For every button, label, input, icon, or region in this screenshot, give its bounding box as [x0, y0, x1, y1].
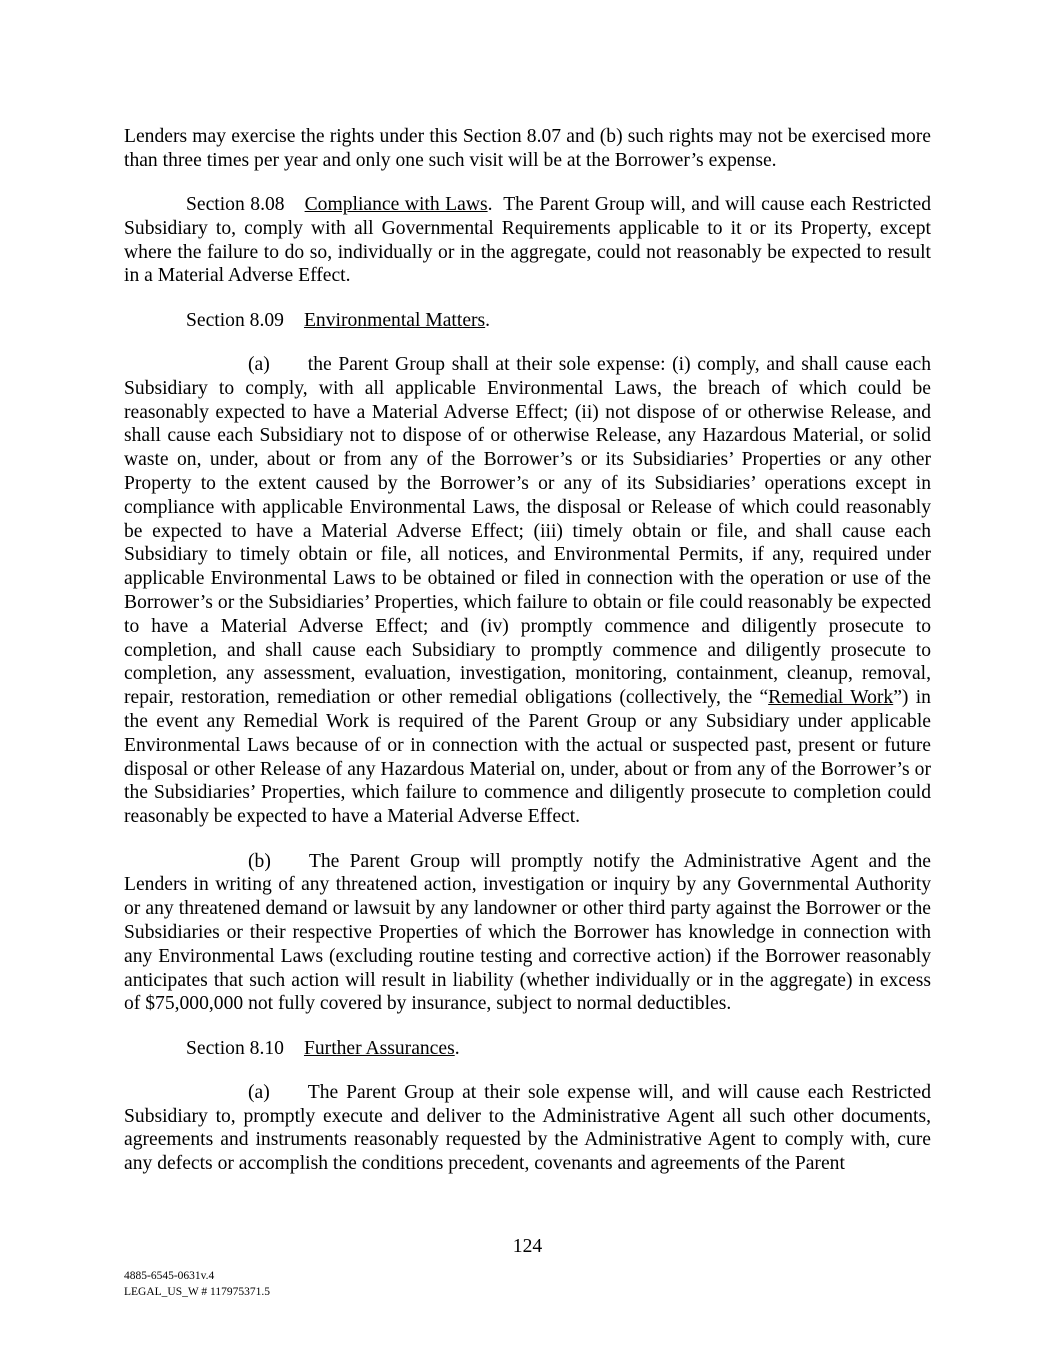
document-body	[124, 125, 931, 1197]
section-text: The Parent Group will, and will cause each Restricted Subsidiary to, comply with all Governmental Requirements applicable to it or its Property, except where the failure to do so, individually or in the aggregate, could not reasonably be expected to result in a Material Adverse Effect.	[124, 194, 932, 287]
section-heading: Compliance with Laws	[304, 194, 488, 216]
section-8-10-heading: Section 8.10 Further Assurances.	[186, 1037, 460, 1059]
clause-text: The Parent Group will promptly notify the Administrative Agent and the Lenders in writing of any threatened action, investigation or inquiry by any Governmental Authority or any threatened demand or lawsuit by any landowner or other third party against the Borrower or the Subsidiaries or their respective Properties of which the Borrower has knowledge in connection with any Environmental Laws (excluding routine testing and corrective action) if the Borrower reasonably anticipates that such action will result in liability (whether individually or in the aggregate) in excess of $75,000,000 not fully covered by insurance, subject to normal deductibles.	[124, 850, 931, 1015]
clause-label: (b)	[248, 850, 271, 872]
section-8-09-clause-b	[124, 850, 931, 1017]
clause-label: (a)	[248, 1081, 270, 1103]
page-number: 124	[512, 1236, 543, 1257]
section-8-09-heading: Section 8.09 Environmental Matters.	[186, 309, 491, 331]
section-8-08: Section 8.08 Compliance with Laws. The Parent Group will, and will cause each Restricted Subsidiary to, comply with all Governmental Requirements applicable to it or its Property, except where the failure to do so, individually or in the aggregate, could not reasonably be expected to result in a Material Adverse Effect.	[124, 194, 932, 287]
clause-text: The Parent Group at their sole expense will, and will cause each Restricted Subsidiary to, promptly execute and deliver to the Administrative Agent all such other documents, agreements and instruments reasonably requested by the Administrative Agent to comply with, cure any defects or accomplish the conditions precedent, covenants and agreements of the Parent	[124, 1081, 931, 1175]
clause-label: (a)	[248, 354, 270, 376]
footer-doc-id: 4885-6545-0631v.4	[124, 1270, 215, 1282]
section-number: Section 8.10	[186, 1037, 284, 1059]
clause-text: the Parent Group shall at their sole expense: (i) comply, and shall cause each Subsidiary to comply, with all applicable Environmental Laws, the breach of which could be reasonably expected to have a Material Adverse Effect; (ii) not dispose of or otherwise Release, and shall cause each Subsidiary not to dispose of or otherwise Release, any Hazardous Material, or solid waste on, under, about or from any of the Borrower’s or its Subsidiaries’ Properties or any other Property to the extent caused by the Borrower’s or any of its Subsidiaries’ operations except in compliance with applicable Environmental Laws, the disposal or Release of which could reasonably be expected to have a Material Adverse Effect; (iii) timely obtain or file, and shall cause each Subsidiary to timely obtain or file, all notices, and Environmental Permits, if any, required under applicable Environmental Laws to be obtained or filed in connection with the operation or use of the Borrower’s or the Subsidiaries’ Properties, which failure to obtain or file could reasonably be expected to have a Material Adverse Effect; and (iv) promptly commence and diligently prosecute to completion, and shall cause each Subsidiary to promptly commence and diligently prosecute to completion, any assessment, evaluation, investigation, monitoring, containment, cleanup, removal, repair, restoration, remediation or other remedial obligations (collectively, the “	[124, 354, 931, 709]
defined-term: Remedial Work	[768, 687, 894, 709]
section-8-10-clause-a	[124, 1081, 931, 1176]
document-footer	[124, 1268, 270, 1300]
footer-legal-id: LEGAL_US_W # 117975371.5	[124, 1286, 270, 1298]
clause-text-cont: ”) in the event any Remedial Work is required of the Parent Group or any Subsidiary under applicable Environmental Laws because of or in connection with the actual or suspected past, present or future disposal or other Release of any Hazardous Material on, under, about or from any of the Borrower’s or the Subsidiaries’ Properties, which failure to commence and diligently prosecute to completion could reasonably be expected to have a Material Adverse Effect.	[124, 687, 931, 828]
section-number: Section 8.09	[186, 309, 284, 331]
paragraph-continuation: Lenders may exercise the rights under this Section 8.07 and (b) such rights may not be exercised more than three times per year and only one such visit will be at the Borrower’s expense.	[124, 126, 931, 171]
section-heading: Further Assurances	[303, 1037, 455, 1059]
section-number: Section 8.08	[186, 194, 285, 216]
section-8-09-clause-a	[124, 353, 931, 829]
section-heading: Environmental Matters	[303, 309, 486, 331]
